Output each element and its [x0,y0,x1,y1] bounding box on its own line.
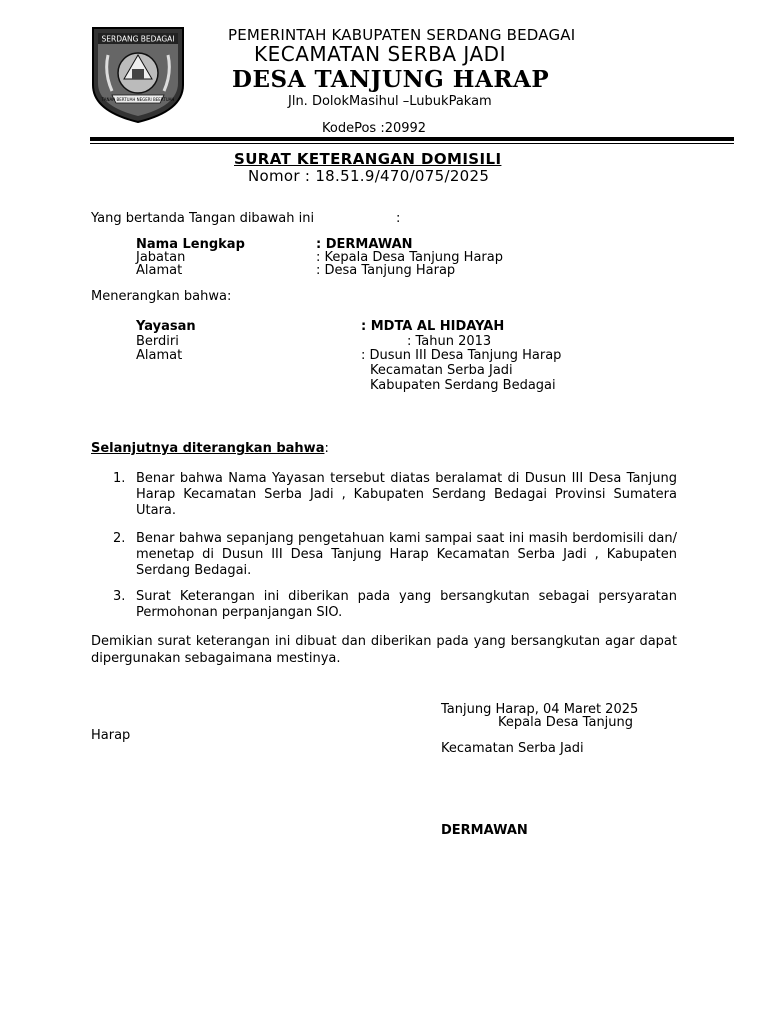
letterhead-divider-thick [90,137,734,141]
signatory-position-value: : Kepala Desa Tanjung Harap [316,250,503,265]
further-heading-colon: : [324,441,329,456]
point-number: 2. [113,531,126,546]
logo-text: SERDANG BEDAGAI [101,34,175,44]
foundation-address-line1: : Dusun III Desa Tanjung Harap [361,348,562,363]
svg-text:TANAH BERTUAH NEGERI BEERTUAH: TANAH BERTUAH NEGERI BEERTUAH [101,97,175,102]
foundation-founded-value: : Tahun 2013 [407,334,492,349]
further-heading [91,441,329,456]
point-text: Benar bahwa Nama Yayasan tersebut diatas beralamat di Dusun III Desa Tanjung Harap Kecamatan Serba Jadi , Kabupaten Serdang Bedagai Provinsi Sumatera Utara. [136,471,677,518]
signature-district: Kecamatan Serba Jadi [441,741,584,756]
signature-role-part2: Harap [91,728,131,743]
closing-paragraph: Demikian surat keterangan ini dibuat dan diberikan pada yang bersangkutan agar dapat dipergunakan sebagaimana mestinya. [91,634,677,666]
further-heading-text: Selanjutnya diterangkan bahwa [91,441,325,456]
statement-text: Menerangkan bahwa: [91,289,232,304]
signature-role-part1: Kepala Desa Tanjung [498,715,634,730]
point-number: 3. [113,589,126,604]
foundation-address-line3: Kabupaten Serdang Bedagai [370,378,556,393]
letterhead-postal-code: KodePos :20992 [322,121,427,136]
intro-colon: : [396,211,401,226]
foundation-name-value: : MDTA AL HIDAYAH [361,319,505,334]
intro-text: Yang bertanda Tangan dibawah ini [91,211,315,226]
point-text: Surat Keterangan ini diberikan pada yang bersangkutan sebagai persyaratan Permohonan perpanjangan SIO. [136,589,677,620]
signatory-name-value: : DERMAWAN [316,237,413,252]
letterhead-village: DESA TANJUNG HARAP [232,66,550,93]
foundation-founded-label: Berdiri [136,334,179,349]
regency-emblem-logo [90,25,186,125]
foundation-address-label: Alamat [136,348,183,363]
signatory-address-label: Alamat [136,263,183,278]
letterhead-district: KECAMATAN SERBA JADI [254,42,506,66]
document-title: SURAT KETERANGAN DOMISILI [234,150,502,168]
signatory-address-value: : Desa Tanjung Harap [316,263,456,278]
point-text: Benar bahwa sepanjang pengetahuan kami sampai saat ini masih berdomisili dan/ menetap di Dusun III Desa Tanjung Harap Kecamatan Serba Jadi , Kabupaten Serdang Bedagai. [136,531,677,578]
document-number: Nomor : 18.51.9/470/075/2025 [248,167,490,185]
signatory-name-label: Nama Lengkap [136,237,245,252]
letterhead-divider-thin [90,143,734,144]
signature-place-date: Tanjung Harap, 04 Maret 2025 [441,702,639,717]
foundation-address-line2: Kecamatan Serba Jadi [370,363,513,378]
signatory-position-label: Jabatan [136,250,186,265]
letterhead-government: PEMERINTAH KABUPATEN SERDANG BEDAGAI [228,26,576,44]
point-number: 1. [113,471,126,486]
foundation-name-label: Yayasan [136,319,196,334]
signature-name: DERMAWAN [441,823,528,838]
letterhead-address: Jln. DolokMasihul –LubukPakam [288,94,492,109]
